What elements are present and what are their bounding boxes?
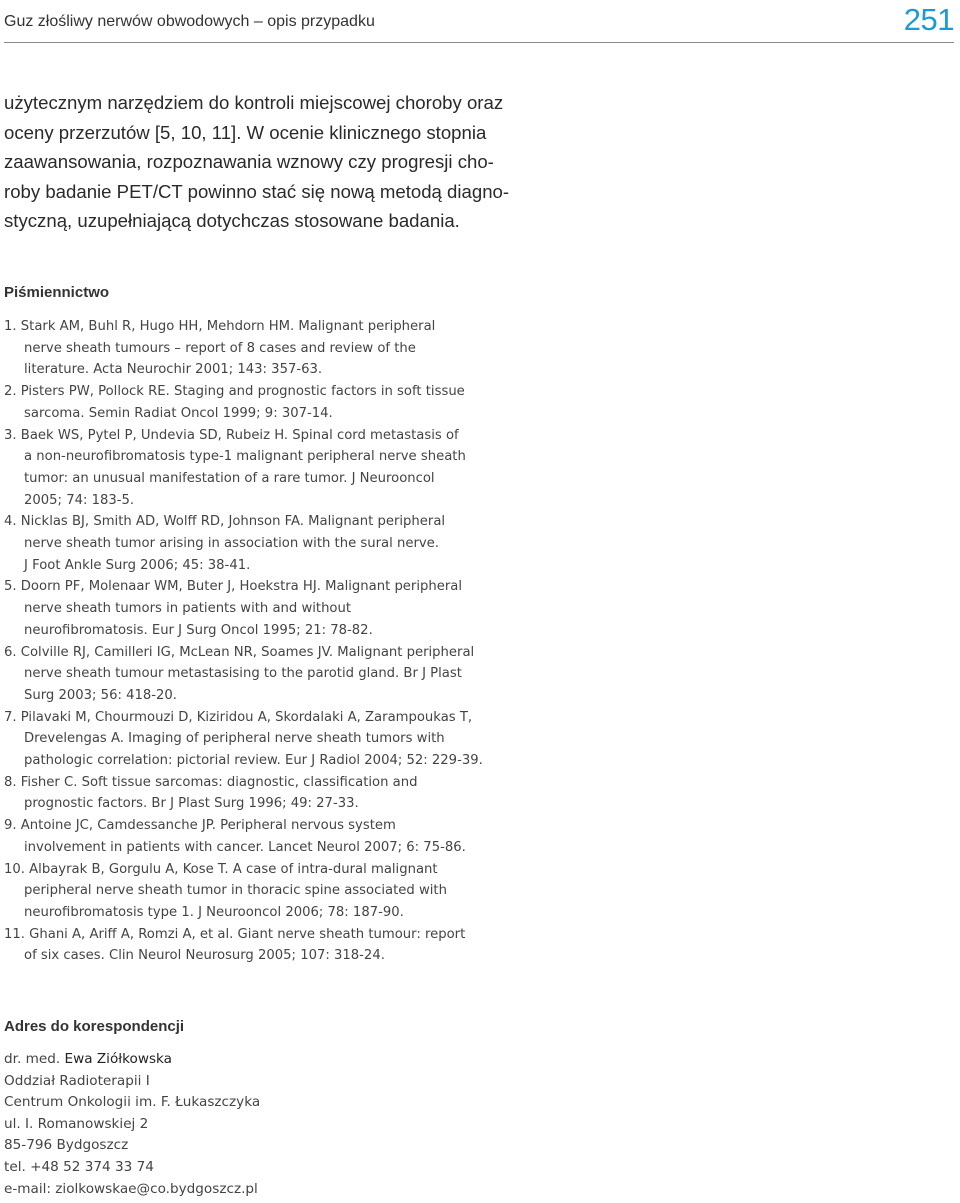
reference-line: 10. Albayrak B, Gorgulu A, Kose T. A case of intra-dural malignant bbox=[4, 861, 438, 877]
reference-line: 7. Pilavaki M, Chourmouzi D, Kiziridou A, Skordalaki A, Zarampoukas T, bbox=[4, 709, 473, 725]
body-line: zaawansowania, rozpoznawania wznowy czy progresji cho- bbox=[4, 151, 494, 172]
body-line: użytecznym narzędziem do kontroli miejscowej choroby oraz bbox=[4, 92, 504, 113]
reference-item bbox=[4, 425, 470, 512]
correspondence-name: Ewa Ziółkowska bbox=[64, 1051, 172, 1067]
reference-line: 9. Antoine JC, Camdessanche JP. Peripheral nervous system bbox=[4, 818, 396, 834]
reference-line: involvement in patients with cancer. Lancet Neurol 2007; 6: 75-86. bbox=[24, 839, 466, 855]
address-line: Centrum Onkologii im. F. Łukaszczyka bbox=[4, 1094, 261, 1111]
page-number: 251 bbox=[903, 2, 954, 37]
reference-line: nerve sheath tumor arising in association with the sural nerve. bbox=[24, 536, 439, 552]
reference-line: prognostic factors. Br J Plast Surg 1996; 49: 27-33. bbox=[24, 796, 359, 812]
correspondence-address bbox=[4, 1049, 260, 1200]
reference-line: 5. Doorn PF, Molenaar WM, Buter J, Hoekstra HJ. Malignant peripheral bbox=[4, 579, 463, 595]
references-heading: Piśmiennictwo bbox=[4, 284, 110, 301]
reference-line: nerve sheath tumours – report of 8 cases and review of the bbox=[24, 340, 416, 356]
reference-item bbox=[4, 642, 475, 707]
reference-line: tumor: an unusual manifestation of a rare tumor. J Neurooncol bbox=[24, 470, 435, 486]
correspondence-title: dr. med. bbox=[4, 1051, 61, 1067]
reference-item bbox=[4, 381, 470, 424]
reference-line: neurofibromatosis type 1. J Neurooncol 2006; 78: 187-90. bbox=[24, 904, 404, 920]
correspondence-heading: Adres do korespondencji bbox=[4, 1018, 185, 1035]
reference-line: peripheral nerve sheath tumor in thoracic spine associated with bbox=[24, 883, 447, 899]
reference-item bbox=[4, 772, 470, 815]
reference-line: 6. Colville RJ, Camilleri IG, McLean NR, Soames JV. Malignant peripheral bbox=[4, 644, 475, 660]
reference-item bbox=[4, 815, 470, 858]
reference-line: J Foot Ankle Surg 2006; 45: 38-41. bbox=[24, 557, 251, 573]
reference-line: 2005; 74: 183-5. bbox=[24, 492, 135, 508]
reference-item bbox=[4, 707, 483, 772]
page-header bbox=[4, 0, 954, 43]
reference-line: 11. Ghani A, Ariff A, Romzi A, et al. Giant nerve sheath tumour: report bbox=[4, 926, 466, 942]
reference-line: of six cases. Clin Neurol Neurosurg 2005; 107: 318-24. bbox=[24, 948, 385, 964]
reference-line: literature. Acta Neurochir 2001; 143: 357-63. bbox=[24, 362, 323, 378]
reference-item bbox=[4, 511, 470, 576]
reference-line: Drevelengas A. Imaging of peripheral nerve sheath tumors with bbox=[24, 731, 445, 747]
reference-line: 4. Nicklas BJ, Smith AD, Wolff RD, Johnson FA. Malignant peripheral bbox=[4, 514, 446, 530]
body-line: roby badanie PET/CT powinno stać się nową metodą diagno- bbox=[4, 180, 510, 202]
reference-item bbox=[4, 924, 470, 967]
reference-item bbox=[4, 316, 470, 381]
body-line: styczną, uzupełniającą dotychczas stosowane badania. bbox=[4, 210, 460, 231]
reference-item bbox=[4, 859, 470, 924]
body-paragraph bbox=[4, 88, 510, 236]
reference-line: nerve sheath tumour metastasising to the parotid gland. Br J Plast bbox=[24, 666, 462, 682]
address-line: Oddział Radioterapii I bbox=[4, 1072, 150, 1089]
reference-line: a non-neurofibromatosis type-1 malignant peripheral nerve sheath bbox=[24, 449, 466, 465]
correspondence-name-line bbox=[4, 1049, 260, 1071]
reference-line: 1. Stark AM, Buhl R, Hugo HH, Mehdorn HM. Malignant peripheral bbox=[4, 319, 436, 334]
phone-line: tel. +48 52 374 33 74 bbox=[4, 1158, 154, 1175]
email-line: e-mail: ziolkowskae@co.bydgoszcz.pl bbox=[4, 1180, 258, 1197]
address-line: 85-796 Bydgoszcz bbox=[4, 1137, 129, 1154]
reference-line: 8. Fisher C. Soft tissue sarcomas: diagnostic, classification and bbox=[4, 774, 418, 790]
reference-line: 2. Pisters PW, Pollock RE. Staging and prognostic factors in soft tissue bbox=[4, 384, 465, 400]
reference-line: nerve sheath tumors in patients with and without bbox=[24, 601, 352, 617]
body-line: oceny przerzutów [5, 10, 11]. W ocenie klinicznego stopnia bbox=[4, 121, 487, 143]
reference-line: 3. Baek WS, Pytel P, Undevia SD, Rubeiz H. Spinal cord metastasis of bbox=[4, 427, 459, 443]
reference-line: neurofibromatosis. Eur J Surg Oncol 1995; 21: 78-82. bbox=[24, 622, 373, 638]
reference-line: pathologic correlation: pictorial review. Eur J Radiol 2004; 52: 229-39. bbox=[24, 753, 483, 769]
reference-line: Surg 2003; 56: 418-20. bbox=[24, 687, 177, 703]
reference-item bbox=[4, 576, 470, 641]
address-line: ul. I. Romanowskiej 2 bbox=[4, 1115, 149, 1132]
references-list bbox=[4, 316, 483, 967]
running-head: Guz złośliwy nerwów obwodowych – opis przypadku bbox=[4, 13, 375, 30]
reference-line: sarcoma. Semin Radiat Oncol 1999; 9: 307-14. bbox=[24, 405, 333, 421]
